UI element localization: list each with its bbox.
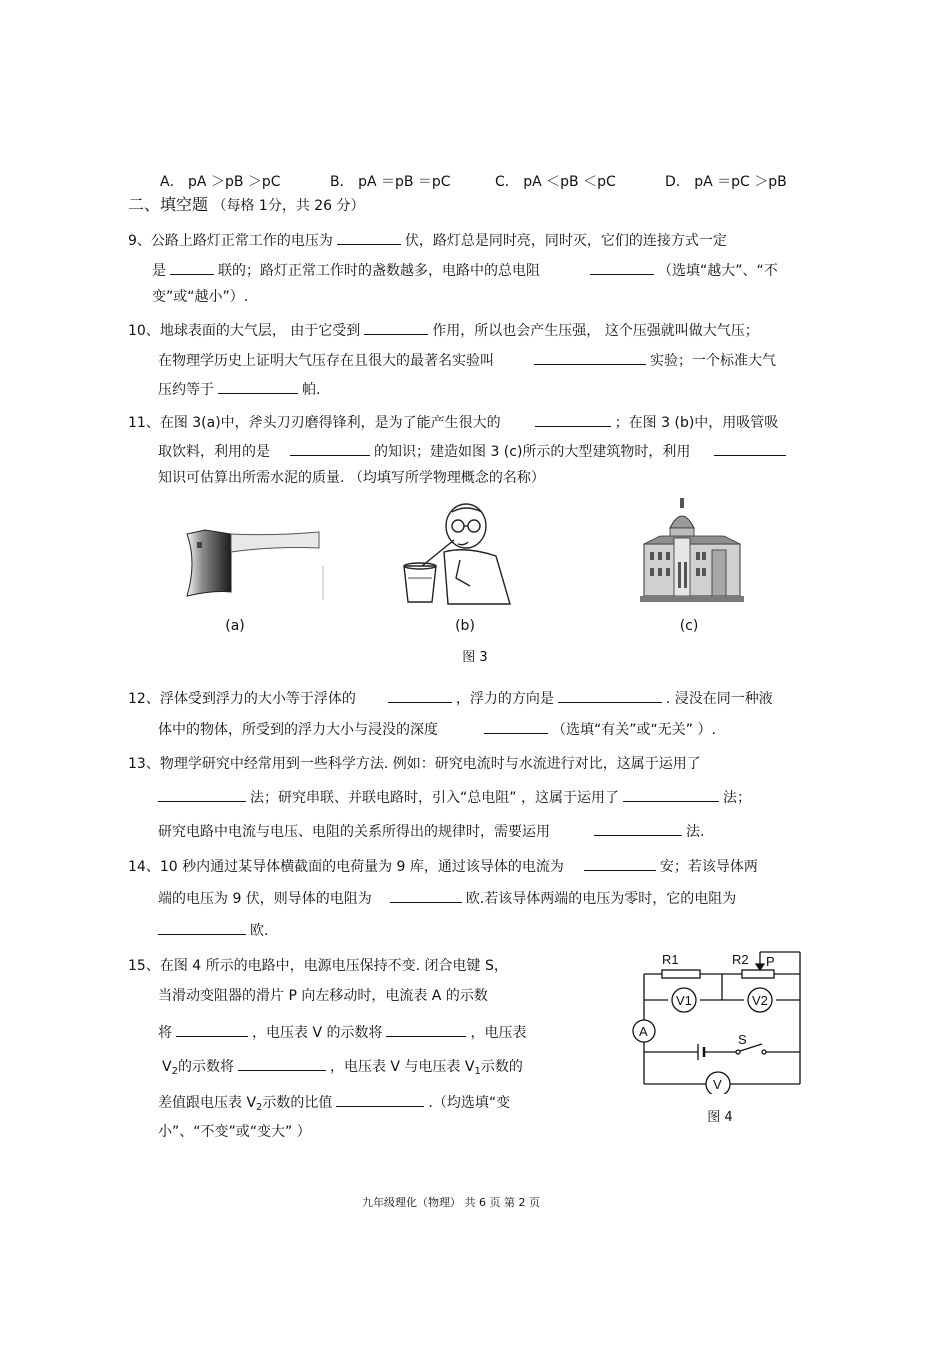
q9-line1: 9、公路上路灯正常工作的电压为 伏，路灯总是同时亮，同时灭，它们的连接方式一定 bbox=[128, 228, 727, 251]
q15-line2: 当滑动变阻器的滑片 P 向左移动时，电流表 A 的示数 bbox=[158, 988, 488, 1004]
p-label: P bbox=[766, 954, 775, 969]
q12-line2: 体中的物体，所受到的浮力大小与浸没的深度 （选填“有关”或“无关” ）. bbox=[158, 717, 716, 740]
q11-line2: 取饮料，利用的是 的知识；建造如图 3 (c)所示的大型建筑物时，利用 bbox=[158, 439, 790, 462]
fig3-label-c: (c) bbox=[679, 618, 699, 634]
r1-label: R1 bbox=[662, 952, 679, 967]
q13-line3: 研究电路中电流与电压、电阻的关系所得出的规律时，需要运用 法. bbox=[158, 819, 704, 842]
q15-line1: 15、在图 4 所示的电路中，电源电压保持不变. 闭合电键 S， bbox=[128, 958, 508, 974]
option-b: B． pA ＝pB ＝pC bbox=[330, 174, 451, 190]
option-c: C． pA ＜pB ＜pC bbox=[495, 174, 616, 190]
option-a: A． pA ＞pB ＞pC bbox=[160, 174, 281, 190]
voltmeter-label: V bbox=[713, 1077, 722, 1092]
q13-line1: 13、物理学研究中经常用到一些科学方法. 例如：研究电流时与水流进行对比，这属于运用了 bbox=[128, 756, 701, 772]
q14-line3: 欧. bbox=[158, 918, 268, 941]
building-figure bbox=[640, 492, 744, 608]
q14-line1: 14、10 秒内通过某导体横截面的电荷量为 9 库，通过该导体的电流为 安；若该导体两 bbox=[128, 854, 758, 877]
q15-line6: 小”、“不变”或“变大” ） bbox=[158, 1124, 311, 1140]
q9-line3: 变”或“越小”）. bbox=[152, 289, 249, 305]
q10-line3: 压约等于 帕. bbox=[158, 377, 320, 400]
q11-line1: 11、在图 3(a)中，斧头刀刃磨得锋利，是为了能产生很大的 ；在图 3 (b)中，用吸管吸 bbox=[128, 410, 778, 433]
switch-label: S bbox=[738, 1032, 747, 1047]
q15-line4: $V_2$的示数将 ，电压表 V 与电压表 $V_1$示数的 bbox=[162, 1054, 523, 1082]
axe-figure bbox=[183, 522, 325, 602]
q9-line2: 是 联的；路灯正常工作时的盏数越多，电路中的总电阻 （选填“越大”、“不 bbox=[152, 258, 778, 281]
q10-line2: 在物理学历史上证明大气压存在且很大的最著名实验叫 实验；一个标准大气 bbox=[158, 348, 776, 371]
q10-line1: 10、地球表面的大气层， 由于它受到 作用，所以也会产生压强， 这个压强就叫做大气压； bbox=[128, 318, 759, 341]
q15-line5: 差值跟电压表 $V_2$示数的比值 .（均选填“变 bbox=[158, 1090, 510, 1118]
q15-line3: 将 ，电压表 V 的示数将 ，电压表 bbox=[158, 1020, 526, 1043]
section-heading: 二、填空题 （每格 1分，共 26 分） bbox=[128, 195, 365, 214]
v1-label: V1 bbox=[676, 993, 692, 1008]
ammeter-label: A bbox=[639, 1024, 648, 1039]
q14-line2: 端的电压为 9 伏，则导体的电阻为 欧.若该导体两端的电压为零时，它的电阻为 bbox=[158, 886, 736, 909]
q13-line2: 法；研究串联、并联电路时，引入“总电阻” ，这属于运用了 法； bbox=[158, 785, 751, 808]
fig4-caption: 图 4 bbox=[707, 1110, 733, 1125]
fig3-caption: 图 3 bbox=[462, 650, 488, 665]
circuit-diagram bbox=[628, 944, 808, 1094]
option-d: D． pA ＝pC ＞pB bbox=[665, 174, 787, 190]
fig3-label-a: (a) bbox=[225, 618, 245, 634]
r2-label: R2 bbox=[732, 952, 749, 967]
person-drinking-figure bbox=[398, 500, 520, 606]
fig3-label-b: (b) bbox=[455, 618, 475, 634]
q12-line1: 12、浮体受到浮力的大小等于浮体的 ，浮力的方向是 . 浸没在同一种液 bbox=[128, 686, 773, 709]
q11-line3: 知识可估算出所需水泥的质量. （均填写所学物理概念的名称） bbox=[158, 470, 545, 486]
v2-label: V2 bbox=[752, 993, 768, 1008]
page-footer: 九年级理化（物理） 共 6 页 第 2 页 bbox=[362, 1196, 540, 1209]
